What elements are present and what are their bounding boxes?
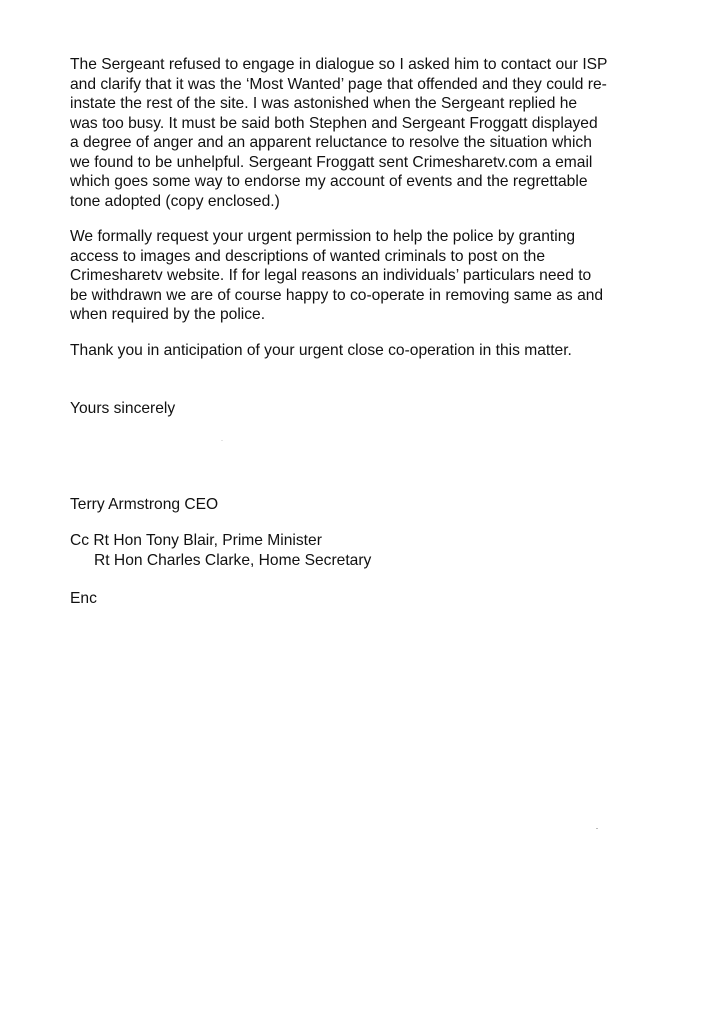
text-line: we found to be unhelpful. Sergeant Froggatt sent Crimesharetv.com a email (70, 153, 593, 171)
text-line: We formally request your urgent permission to help the police by granting (70, 228, 576, 245)
scan-speck (221, 440, 223, 441)
text-line: a degree of anger and an apparent reluctance to resolve the situation which (70, 134, 592, 151)
closing-salutation (70, 399, 650, 419)
text-line: be withdrawn we are of course happy to co-operate in removing same as and (70, 286, 604, 304)
text-line: Crimesharetv website. If for legal reasons an individuals’ particulars need to (70, 267, 592, 284)
signatory-name (70, 495, 650, 515)
enclosure-note (70, 589, 650, 609)
text-line: Enc (70, 590, 97, 607)
text-line: instate the rest of the site. I was astonished when the Sergeant replied he (70, 95, 578, 112)
text-line: tone adopted (copy enclosed.) (70, 192, 280, 210)
paragraph-formal-request (70, 227, 650, 325)
cc-line: Cc Rt Hon Tony Blair, Prime Minister (70, 532, 322, 549)
text-line: access to images and descriptions of wanted criminals to post on the (70, 247, 545, 265)
text-line: was too busy. It must be said both Stephen and Sergeant Froggatt displayed (70, 114, 598, 132)
cc-line: Rt Hon Charles Clarke, Home Secretary (94, 551, 372, 569)
text-line: and clarify that it was the ‘Most Wanted’ page that offended and they could re- (70, 75, 607, 93)
text-line: when required by the police. (70, 306, 266, 323)
text-line: Yours sincerely (70, 400, 176, 417)
paragraph-sergeant-refusal (70, 55, 650, 211)
paragraph-thank-you (70, 341, 650, 361)
text-line: Thank you in anticipation of your urgent close co-operation in this matter. (70, 342, 572, 359)
scan-speck (596, 828, 598, 829)
cc-list (70, 531, 650, 570)
text-line: The Sergeant refused to engage in dialogue so I asked him to contact our ISP (70, 56, 608, 73)
text-line: Terry Armstrong CEO (70, 496, 219, 513)
text-line: which goes some way to endorse my account of events and the regrettable (70, 173, 588, 190)
